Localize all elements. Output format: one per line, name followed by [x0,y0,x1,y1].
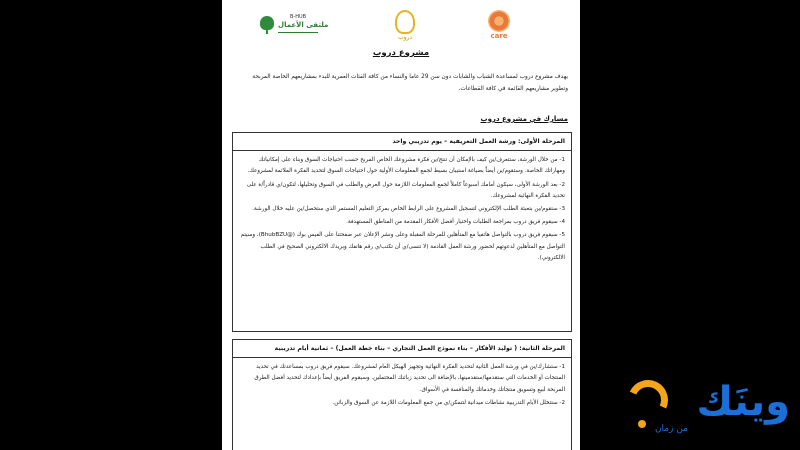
care-logo [484,10,514,40]
stage-one-item: 4- سيقوم فريق دروب بمراجعة الطلبات واختيار أفضل الأفكار المقدمة من المناطق المستهدفة. [346,219,565,226]
stage-two-item: 1- ستشارك/ين في ورشة العمل الثانية لتحديد الفكرة النهائية وتجهيز الهيكل العام لمشروعك. سيقوم فريق دروب بمساعدتك في تحديد المنتجات أو الخدمات التي ستقدمها/ستقدمينها، بالإضافة الى تحديد زبائنك المحتملين. وسيقوم الفريق أيضاً بإعدادك لتحديد أفضل الطرق المربحة لبيع وتسويق منتجاتك وخدماتك والمنافسة في الأسواق. [254,364,565,393]
document-page [222,0,580,450]
bhub-logo-name: ملتقى الأعمال [278,21,329,29]
care-logo-text: care [490,32,508,40]
page-title: مشروع دروب [372,48,430,58]
stage-one-item: 1- من خلال الورشة، ستتعرف/ين كيف بالإمكان أن تنتج/ين فكرة مشروعك الخاص المربح حسب احتياجات السوق وبناء على إمكانياتك ومهاراتك الخاصة. وستقوم/ين أيضاً بصياغة استبيان بسيط لجمع المعلومات الأولية حول احتياجات السوق لتحديد الفكرة الملائمة لمشروعك. [247,157,565,175]
stage-two-item: 2- ستتخلل الأيام التدريبية نشاطات ميدانية لتتمكن/ي من جمع المعلومات اللازمة عن السوق والزبائن. [332,399,565,406]
watermark-sub-text: من زمان [654,424,688,434]
duroob-logo-text: دروب [397,34,413,41]
stage-one-item: 3- ستقوم/ين بتعبئة الطلب الإلكتروني لتسجيل المشروع على الرابط الخاص بمركز التعليم المستمر الذي ستحصل/ين عليه خلال الورشة. [252,206,565,213]
stage-one-item: 2- بعد الورشة الأولى، سيكون أمامك أسبوعاً كاملاً لجمع المعلومات اللازمة حول العرض والطلب في السوق وتحليلها، لتكون/ي قادراً/ة على تحديد الفكرة النهائية لمشروعك. [246,181,565,199]
care-sun-icon [488,10,510,32]
watermark-main-text: وينَك [696,379,790,425]
intro-paragraph: يهدف مشروع دروب لمساعدة الشباب والشابات دون سن 29 عاما والنساء من كافة الفئات العمرية للبدء بمشاريعهم الخاصة المربحة وتطوير مشاريعهم القائمة في كافة القطاعات. [252,74,568,92]
stage-two-heading: المرحلة الثانية: ( توليد الأفكار – بناء نموذج العمل التجاري – بناء خطة العمل) – ثمانية أيام تدريبية [233,340,571,358]
duroob-logo [390,10,420,41]
question-dot-icon [638,420,646,428]
watermark-logo [618,378,790,446]
stage-one-item: 5- سيقوم فريق دروب بالتواصل هاتفيا مع المتأهلين للمرحلة المقبلة وعلى ونشر الإعلان عبر صفحتنا على الفيس بوك (@BhubBZU)، وسيتم التواصل مع المتأهلين لدعوتهم لحضور ورشة العمل القادمة (لا تنسى/ي أن تكتب/ي رقم هاتفك وبريدك الالكتروني الصحيح في الطلب الالكتروني). [240,232,565,261]
bhub-logo-underline [278,32,318,33]
stage-one-box [232,132,572,332]
section-subheading: مسارك في مشروع دروب [480,115,568,123]
bhub-logo [260,14,329,36]
stage-two-box [232,339,572,450]
lightbulb-icon [395,10,415,34]
question-mark-icon [622,374,673,425]
tree-trunk [266,28,268,34]
stage-one-heading: المرحلة الأولى: ورشة العمل التعريفية – يوم تدريبي واحد [233,133,571,151]
bhub-logo-small-text: B-HUB [290,14,307,20]
